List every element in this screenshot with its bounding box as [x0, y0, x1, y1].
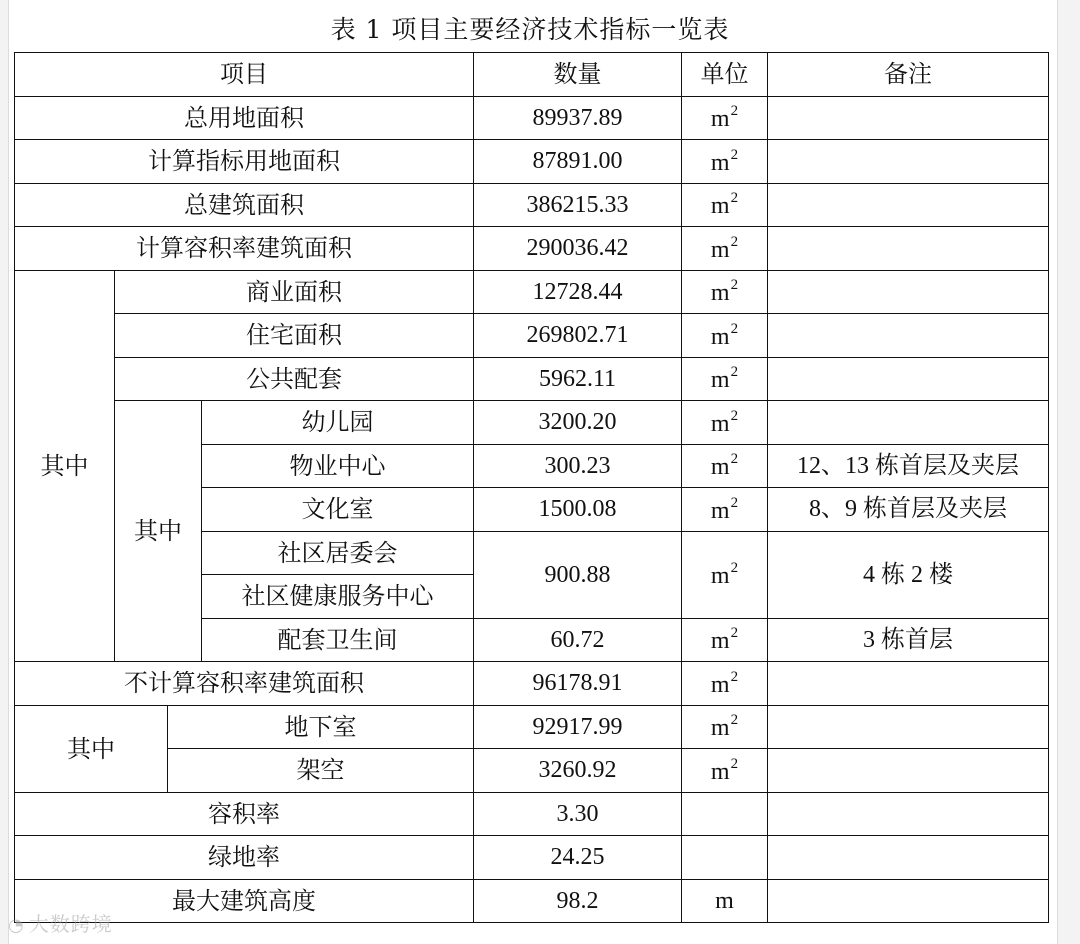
page-edge-left: [0, 0, 9, 944]
row-item: 计算容积率建筑面积: [15, 227, 474, 271]
row-value: 87891.00: [474, 140, 682, 184]
row-unit: [682, 183, 768, 227]
header-unit: 单位: [682, 53, 768, 97]
table-row: [15, 227, 1049, 271]
unit-exponent: 2: [730, 364, 739, 381]
row-unit: m: [682, 879, 768, 923]
row-item: 架空: [168, 749, 474, 793]
unit-base: m: [710, 454, 730, 481]
row-remark: [768, 314, 1049, 358]
row-remark: 3 栋首层: [768, 618, 1049, 662]
table-row: [15, 140, 1049, 184]
row-unit: [682, 401, 768, 445]
unit-base: m: [710, 280, 730, 307]
unit-exponent: 2: [730, 755, 739, 772]
unit-base: m: [710, 410, 730, 437]
unit-base: m: [710, 628, 730, 655]
unit-exponent: 2: [730, 712, 739, 729]
table-row: [15, 401, 1049, 445]
row-unit: [682, 531, 768, 618]
row-value: 60.72: [474, 618, 682, 662]
row-value: 12728.44: [474, 270, 682, 314]
row-remark: [768, 357, 1049, 401]
table-row: [15, 662, 1049, 706]
row-unit: [682, 314, 768, 358]
row-unit: [682, 662, 768, 706]
unit-base: m: [710, 193, 730, 220]
table-row: [15, 879, 1049, 923]
row-value: 92917.99: [474, 705, 682, 749]
unit-exponent: 2: [730, 320, 739, 337]
row-item: 幼儿园: [202, 401, 474, 445]
row-value: 24.25: [474, 836, 682, 880]
row-remark: 4 栋 2 楼: [768, 531, 1049, 618]
row-item: 社区健康服务中心: [202, 575, 474, 619]
unit-base: m: [710, 149, 730, 176]
unit-exponent: 2: [730, 407, 739, 424]
row-remark: [768, 227, 1049, 271]
row-remark: [768, 879, 1049, 923]
group-label-other-nested: 其中: [115, 401, 202, 662]
row-value: 89937.89: [474, 96, 682, 140]
unit-exponent: 2: [730, 625, 739, 642]
row-value: 1500.08: [474, 488, 682, 532]
unit-exponent: 2: [730, 103, 739, 120]
row-remark: [768, 96, 1049, 140]
row-item: 文化室: [202, 488, 474, 532]
row-item: 地下室: [168, 705, 474, 749]
row-item: 最大建筑高度: [15, 879, 474, 923]
row-remark: 12、13 栋首层及夹层: [768, 444, 1049, 488]
row-value: 290036.42: [474, 227, 682, 271]
row-unit: [682, 618, 768, 662]
indicator-table: [14, 52, 1049, 923]
unit-exponent: 2: [730, 190, 739, 207]
unit-base: m: [710, 715, 730, 742]
row-remark: [768, 836, 1049, 880]
row-remark: 8、9 栋首层及夹层: [768, 488, 1049, 532]
unit-exponent: 2: [730, 668, 739, 685]
table-caption: 表 1 项目主要经济技术指标一览表: [330, 15, 730, 44]
row-item: 物业中心: [202, 444, 474, 488]
table-row: [15, 270, 1049, 314]
table-row: [15, 357, 1049, 401]
row-item: 商业面积: [115, 270, 474, 314]
header-row: [15, 53, 1049, 97]
row-remark: [768, 662, 1049, 706]
unit-exponent: 2: [730, 451, 739, 468]
unit-base: m: [710, 563, 730, 589]
watermark: [8, 908, 113, 937]
unit-base: m: [710, 367, 730, 394]
table-row: [15, 749, 1049, 793]
watermark-text: 大数跨境: [28, 912, 113, 936]
row-unit: [682, 270, 768, 314]
row-value: 98.2: [474, 879, 682, 923]
unit-base: m: [710, 323, 730, 350]
row-remark: [768, 749, 1049, 793]
group-label-other: 其中: [15, 270, 115, 662]
row-value: 386215.33: [474, 183, 682, 227]
table-row: [15, 183, 1049, 227]
row-item: 绿地率: [15, 836, 474, 880]
row-item: 总建筑面积: [15, 183, 474, 227]
row-unit: [682, 444, 768, 488]
row-remark: [768, 183, 1049, 227]
unit-base: m: [710, 758, 730, 785]
row-value: 900.88: [474, 531, 682, 618]
row-value: 96178.91: [474, 662, 682, 706]
row-value: 300.23: [474, 444, 682, 488]
row-item: 容积率: [15, 792, 474, 836]
unit-base: m: [710, 671, 730, 698]
row-remark: [768, 705, 1049, 749]
row-value: 3200.20: [474, 401, 682, 445]
row-value: 5962.11: [474, 357, 682, 401]
table-row: [15, 96, 1049, 140]
row-item: 住宅面积: [115, 314, 474, 358]
row-unit: [682, 96, 768, 140]
row-unit: [682, 357, 768, 401]
unit-base: m: [710, 106, 730, 133]
table-row: [15, 705, 1049, 749]
row-remark: [768, 270, 1049, 314]
table-row: [15, 792, 1049, 836]
unit-exponent: 2: [730, 233, 739, 250]
row-unit: [682, 836, 768, 880]
row-value: 3.30: [474, 792, 682, 836]
unit-exponent: 2: [730, 560, 739, 576]
table-row: [15, 836, 1049, 880]
row-item: 不计算容积率建筑面积: [15, 662, 474, 706]
row-item: 计算指标用地面积: [15, 140, 474, 184]
group-label-other-underground: 其中: [15, 705, 168, 792]
row-remark: [768, 401, 1049, 445]
weibo-like-logo-icon: ◔: [8, 915, 25, 936]
unit-exponent: 2: [730, 494, 739, 511]
header-item: 项目: [15, 53, 474, 97]
row-remark: [768, 140, 1049, 184]
header-remark: 备注: [768, 53, 1049, 97]
unit-base: m: [710, 497, 730, 524]
row-unit: [682, 705, 768, 749]
header-quantity: 数量: [474, 53, 682, 97]
row-item: 公共配套: [115, 357, 474, 401]
unit-exponent: 2: [730, 146, 739, 163]
unit-exponent: 2: [730, 277, 739, 294]
row-remark: [768, 792, 1049, 836]
row-value: 3260.92: [474, 749, 682, 793]
row-item: 总用地面积: [15, 96, 474, 140]
page-edge-right: [1057, 0, 1080, 944]
unit-base: m: [710, 236, 730, 263]
row-item: 社区居委会: [202, 531, 474, 575]
row-unit: [682, 488, 768, 532]
row-unit: [682, 227, 768, 271]
row-value: 269802.71: [474, 314, 682, 358]
row-unit: [682, 749, 768, 793]
row-unit: [682, 792, 768, 836]
row-unit: [682, 140, 768, 184]
table-row: [15, 314, 1049, 358]
row-item: 配套卫生间: [202, 618, 474, 662]
